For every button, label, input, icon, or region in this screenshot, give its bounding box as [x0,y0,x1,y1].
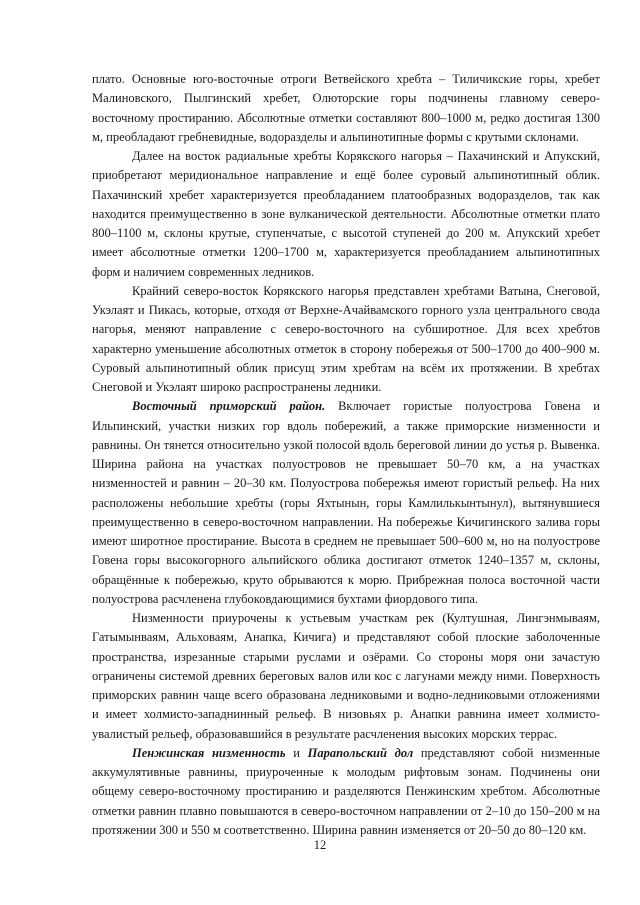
paragraph-4-joiner [325,399,338,413]
section-heading-eastern-coastal: Восточный приморский район. [132,399,326,414]
paragraph-1 [92,70,600,147]
paragraph-6-text: представляют собой низменные аккумулятивные равнины, приуроченные к молодым рифтовым зонам. Подчинены они общему северо-восточному простиранию и разделяются Пенжинским хребтом. Абсолютные отметки равнин плавно повышаются в северо-восточном направлении от 2–10 до 150–200 м на протяжении 300 и 550 м соответственно. Ширина равнин изменяется от 20–50 до 80–120 км. [92,745,600,837]
paragraph-4 [92,397,600,609]
section-heading-parapolsky-dol: Парапольский дол [307,745,414,760]
body-text [92,70,600,840]
paragraph-6-joiner: и [285,745,308,760]
paragraph-6 [92,744,600,840]
paragraph-2 [92,147,600,282]
paragraph-1-text: плато. Основные юго-восточные отроги Ветвейского хребта – Тиличикские горы, хребет Малиновского, Пылгинский хребет, Олюторские горы подчинены главному северо-восточному простиранию. Абсолютные отметки составляют 800–1000 м, редко достигая 1300 м, преобладают гребневидные, водоразделы и альпинотипные формы с крутыми склонами. [92,72,600,144]
paragraph-4-text: Включает гористые полуострова Говена и Ильпинский, участки низких гор вдоль побережий, а также приморские низменности и равнины. Он тянется относительно узкой полосой вдоль береговой линии до устья р. Вывенка. Ширина района на участках полуостровов не превышает 50–70 км, а на участках низменностей и равнин – 20–30 км. Полуострова побережья имеют гористый рельеф. На них расположены небольшие хребты (горы Яхтынын, горы Камлилькынтынул), вытянувшиеся преимущественно в северо-восточном направлении. На побережье Кичигинского залива горы имеют широтное простирание. Высота в среднем не превышает 500–600 м, но на полуострове Говена горы высокогорного альпийского облика достигают отметок 1240–1357 м, склоны, обращённые к побережью, круто обрываются к морю. Прибрежная полоса восточной части полуострова расчленена глубоковдающимися бухтами фиордового типа. [92,399,600,606]
paragraph-5 [92,609,600,744]
paragraph-5-text: Низменности приурочены к устьевым участкам рек (Култушная, Лингэнмываям, Гатымынваям, Альховаям, Анапка, Кичига) и представляют собой плоские заболоченные пространства, изрезанные старыми руслами и озёрами. Со стороны моря они зачастую ограничены системой древних береговых валов или кос с лагунами между ними. Поверхность приморских равнин чаще всего образована ледниковыми и водно-ледниковыми отложениями и имеет холмисто-западнинный рельеф. В низовьях р. Анапки равнина имеет холмисто-увалистый рельеф, образовавшийся в результате расчленения высоких морских террас. [92,611,600,741]
section-heading-penzhina-lowland: Пенжинская низменность [132,745,286,760]
paragraph-3 [92,282,600,398]
paragraph-3-text: Крайний северо-восток Корякского нагорья представлен хребтами Ватына, Снеговой, Укэлаят и Пикась, которые, отходя от Верхне-Ачайвамского горного узла центрального свода нагорья, меняют направление с северо-восточного на субширотное. Для всех хребтов характерно уменьшение абсолютных отметок в сторону побережья от 500–1700 до 400–900 м. Суровый альпинотипный облик присущ этим хребтам на всём их протяжении. В хребтах Снеговой и Укэлаят широко распространены ледники. [92,283,600,394]
page-number: 12 [313,838,327,852]
paragraph-2-text: Далее на восток радиальные хребты Корякского нагорья – Пахачинский и Апукский, приобретают меридиональное направление и ещё более суровый альпинотипный облик. Пахачинский хребет характеризуется преобладанием платообразных водоразделов, так как находится преимущественно в зоне вулканической деятельности. Абсолютные отметки плато 800–1100 м, склоны крутые, ступенчатые, с высотой ступеней до 200 м. Апукский хребет имеет абсолютные отметки 1200–1700 м, характеризуется преобладанием альпинотипных форм и наличием современных ледников. [92,149,600,279]
